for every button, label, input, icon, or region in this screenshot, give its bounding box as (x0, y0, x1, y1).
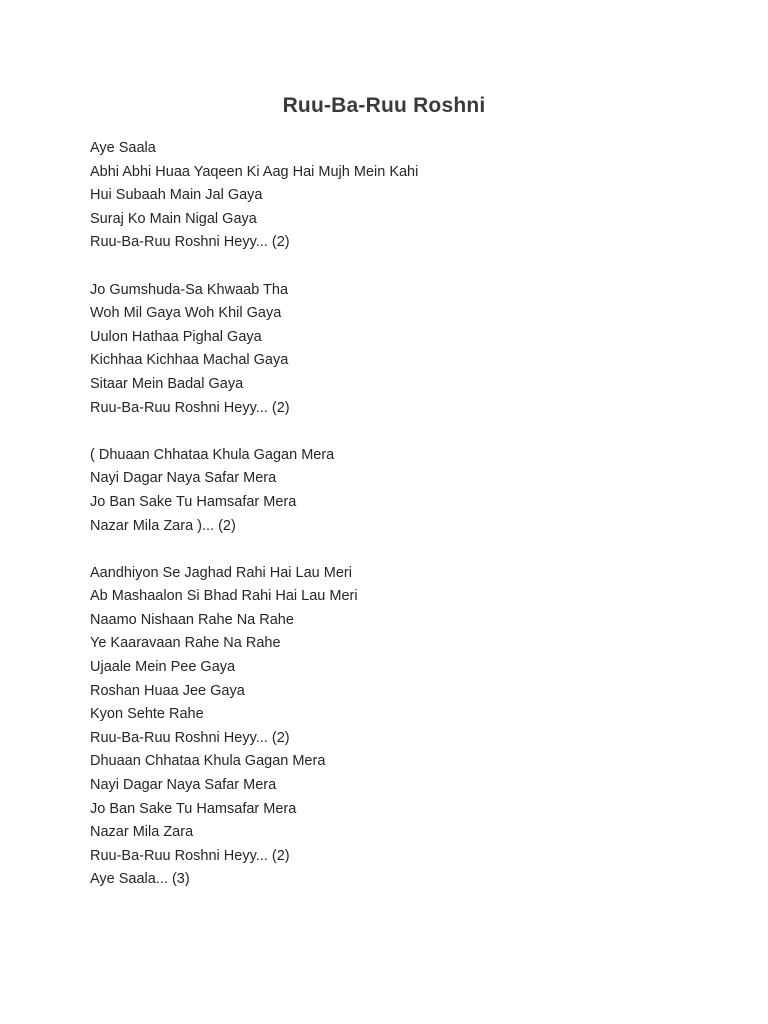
lyric-line: Suraj Ko Main Nigal Gaya (90, 210, 257, 227)
stanza-1 (90, 137, 690, 255)
lyric-line: Sitaar Mein Badal Gaya (90, 375, 244, 392)
lyric-line: Aandhiyon Se Jaghad Rahi Hai Lau Meri (90, 564, 352, 581)
lyrics-body (90, 137, 690, 916)
lyric-line: Hui Subaah Main Jal Gaya (90, 187, 263, 204)
lyric-line: Ruu-Ba-Ruu Roshni Heyy... (2) (90, 847, 290, 864)
lyric-line: Nayi Dagar Naya Safar Mera (90, 777, 277, 794)
lyric-line: Kichhaa Kichhaa Machal Gaya (90, 352, 289, 369)
stanza-4 (90, 562, 690, 892)
lyric-line: Abhi Abhi Huaa Yaqeen Ki Aag Hai Mujh Mein Kahi (90, 163, 419, 180)
lyric-line: Aye Saala... (3) (90, 871, 190, 888)
lyric-line: Aye Saala (90, 140, 156, 156)
lyric-line: Jo Ban Sake Tu Hamsafar Mera (90, 800, 297, 817)
lyric-line: Dhuaan Chhataa Khula Gagan Mera (90, 753, 326, 770)
stanza-3 (90, 444, 690, 538)
lyric-line: Jo Gumshuda-Sa Khwaab Tha (90, 281, 289, 298)
lyric-line: Ruu-Ba-Ruu Roshni Heyy... (2) (90, 729, 290, 746)
lyric-line: Nayi Dagar Naya Safar Mera (90, 470, 277, 487)
page-title: Ruu-Ba-Ruu Roshni (282, 94, 486, 117)
lyric-line: ( Dhuaan Chhataa Khula Gagan Mera (90, 446, 335, 463)
lyric-line: Ruu-Ba-Ruu Roshni Heyy... (2) (90, 399, 290, 416)
lyric-line: Nazar Mila Zara (90, 824, 194, 841)
lyric-line: Ruu-Ba-Ruu Roshni Heyy... (2) (90, 234, 290, 251)
lyric-line: Ye Kaaravaan Rahe Na Rahe (90, 635, 281, 652)
lyric-line: Nazar Mila Zara )... (2) (90, 517, 236, 534)
lyric-line: Uulon Hathaa Pighal Gaya (90, 328, 262, 345)
lyric-line: Woh Mil Gaya Woh Khil Gaya (90, 305, 282, 322)
stanza-2 (90, 279, 690, 421)
lyric-line: Jo Ban Sake Tu Hamsafar Mera (90, 493, 297, 510)
lyric-line: Kyon Sehte Rahe (90, 706, 204, 723)
lyric-line: Naamo Nishaan Rahe Na Rahe (90, 611, 294, 628)
lyric-line: Ab Mashaalon Si Bhad Rahi Hai Lau Meri (90, 588, 358, 605)
lyric-line: Ujaale Mein Pee Gaya (90, 659, 236, 676)
lyric-line: Roshan Huaa Jee Gaya (90, 682, 245, 699)
